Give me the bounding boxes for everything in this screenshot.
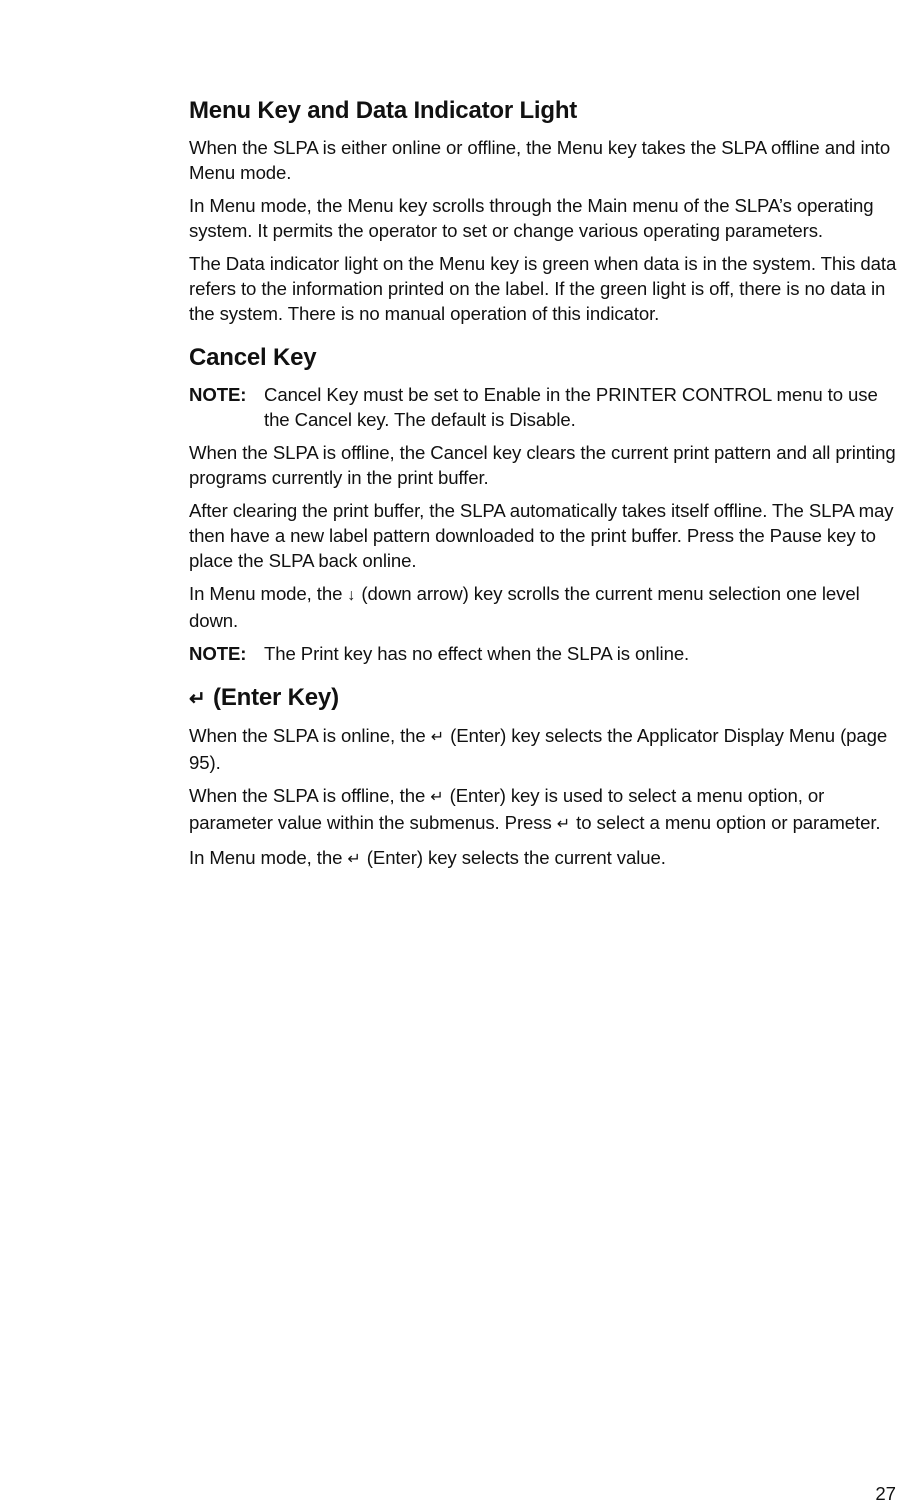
text-run: When the SLPA is offline, the — [189, 785, 431, 806]
heading-cancel-key: Cancel Key — [189, 344, 317, 371]
text-run: (Enter) key selects the current value. — [361, 847, 666, 868]
text-run: In Menu mode, the — [189, 583, 348, 604]
cancel-key-paragraph-3 — [189, 581, 901, 633]
enter-key-icon: ↵ — [556, 816, 571, 833]
menu-key-paragraph-1: When the SLPA is either online or offline, the Menu key takes the SLPA offline and into Menu mode. — [189, 137, 891, 183]
text-run: In Menu mode, the — [189, 847, 348, 868]
text-run: (Enter) key selects the Applicator Display Menu (page 95). — [189, 725, 888, 773]
cancel-key-paragraph-2: After clearing the print buffer, the SLPA automatically takes itself offline. The SLPA may then have a new label pattern downloaded to the print buffer. Press the Pause key to place the SLPA back online. — [189, 500, 894, 571]
heading-enter-key — [189, 683, 901, 714]
menu-key-paragraph-2: In Menu mode, the Menu key scrolls through the Main menu of the SLPA’s operating system. It permits the operator to set or change various operating parameters. — [189, 195, 874, 241]
enter-key-icon: ↵ — [189, 688, 206, 710]
note-text: The Print key has no effect when the SLPA is online. — [264, 643, 690, 664]
enter-key-paragraph-1 — [189, 723, 901, 775]
enter-key-icon: ↵ — [347, 851, 361, 868]
note-label: NOTE: — [189, 643, 247, 664]
page-number: 27 — [875, 1483, 896, 1504]
note-label: NOTE: — [189, 384, 247, 405]
note-print-key — [189, 641, 901, 666]
enter-key-icon: ↵ — [430, 789, 444, 806]
menu-key-paragraph-3: The Data indicator light on the Menu key is green when data is in the system. This data refers to the information printed on the label. If the green light is off, there is no data in the system. There is no manual operation of this indicator. — [189, 253, 897, 324]
heading-menu-key: Menu Key and Data Indicator Light — [189, 97, 578, 124]
cancel-key-paragraph-1: When the SLPA is offline, the Cancel key clears the current print pattern and all printing programs currently in the print buffer. — [189, 442, 896, 488]
down-arrow-icon: ↓ — [347, 587, 356, 604]
text-run: to select a menu option or parameter. — [571, 812, 881, 833]
enter-key-paragraph-3 — [189, 845, 901, 872]
note-cancel-key-enable — [189, 382, 901, 432]
text-run: (down arrow) key scrolls the current menu selection one level down. — [189, 583, 860, 631]
document-page — [189, 96, 901, 872]
note-text: Cancel Key must be set to Enable in the PRINTER CONTROL menu to use the Cancel key. The default is Disable. — [264, 384, 878, 430]
text-run: (Enter) key is used to select a menu option, or parameter value within the submenus. Press — [189, 785, 825, 833]
enter-key-icon: ↵ — [430, 729, 445, 746]
heading-text: (Enter Key) — [206, 684, 339, 711]
enter-key-paragraph-2 — [189, 783, 901, 837]
text-run: When the SLPA is online, the — [189, 725, 431, 746]
